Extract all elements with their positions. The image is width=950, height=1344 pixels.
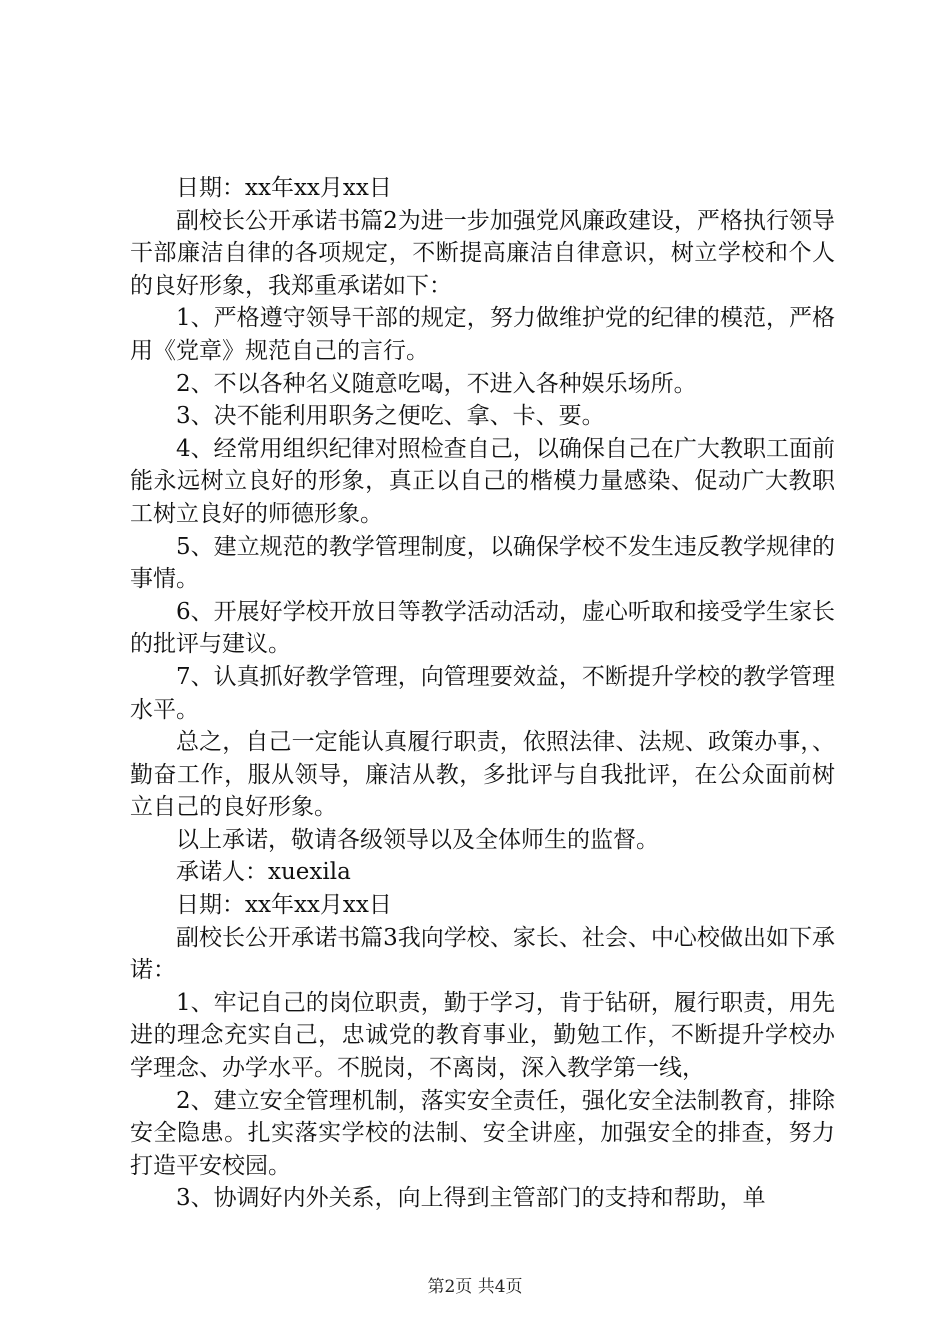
paragraph-item-4: 4、经常用组织纪律对照检查自己，以确保自己在广大教职工面前能永远树立良好的形象，真正以自己的楷模力量感染、促动广大教职工树立良好的师德形象。 — [130, 435, 835, 527]
paragraph-s3-item-1: 1、牢记自己的岗位职责，勤于学习，肯于钻研，履行职责，用先进的理念充实自己，忠诚党的教育事业，勤勉工作，不断提升学校办学理念、办学水平。不脱岗，不离岗，深入教学第一线， — [130, 989, 835, 1082]
paragraph-item-5: 5、建立规范的教学管理制度，以确保学校不发生违反教学规律的事情。 — [130, 533, 835, 593]
paragraph-summary: 总之，自己一定能认真履行职责，依照法律、法规、政策办事，、勤奋工作，服从领导，廉洁从教，多批评与自我批评，在公众面前树立自己的良好形象。 — [130, 729, 835, 821]
page-number-footer: 第2页 共4页 — [427, 1277, 523, 1297]
paragraph-supervision: 以上承诺，敬请各级领导以及全体师生的监督。 — [176, 826, 659, 853]
paragraph-s3-item-3: 3、协调好内外关系，向上得到主管部门的支持和帮助，单 — [176, 1185, 766, 1212]
paragraph-date-2: 日期：xx年xx月xx日 — [176, 892, 392, 919]
paragraph-s3-item-2: 2、建立安全管理机制，落实安全责任，强化安全法制教育，排除安全隐患。扎实落实学校的法制、安全讲座，加强安全的排查，努力打造平安校园。 — [130, 1087, 835, 1179]
paragraph-item-7: 7、认真抓好教学管理，向管理要效益，不断提升学校的教学管理水平。 — [130, 663, 835, 723]
document-body — [130, 172, 835, 1215]
paragraph-signer: 承诺人：xuexila — [176, 859, 351, 886]
paragraph-item-3: 3、决不能利用职务之便吃、拿、卡、要。 — [176, 403, 605, 430]
paragraph-item-1: 1、严格遵守领导干部的规定，努力做维护党的纪律的模范，严格用《党章》规范自己的言行。 — [130, 305, 835, 364]
paragraph-item-6: 6、开展好学校开放日等教学活动活动，虚心听取和接受学生家长的批评与建议。 — [130, 598, 835, 658]
paragraph-date-1: 日期：xx年xx月xx日 — [176, 175, 392, 201]
paragraph-item-2: 2、不以各种名义随意吃喝，不进入各种娱乐场所。 — [176, 370, 697, 397]
paragraph-section-3-intro: 副校长公开承诺书篇3我向学校、家长、社会、中心校做出如下承诺： — [130, 924, 835, 984]
paragraph-section-2-intro: 副校长公开承诺书篇2为进一步加强党风廉政建设，严格执行领导干部廉洁自律的各项规定，不断提高廉洁自律意识，树立学校和个人的良好形象，我郑重承诺如下： — [130, 207, 835, 299]
